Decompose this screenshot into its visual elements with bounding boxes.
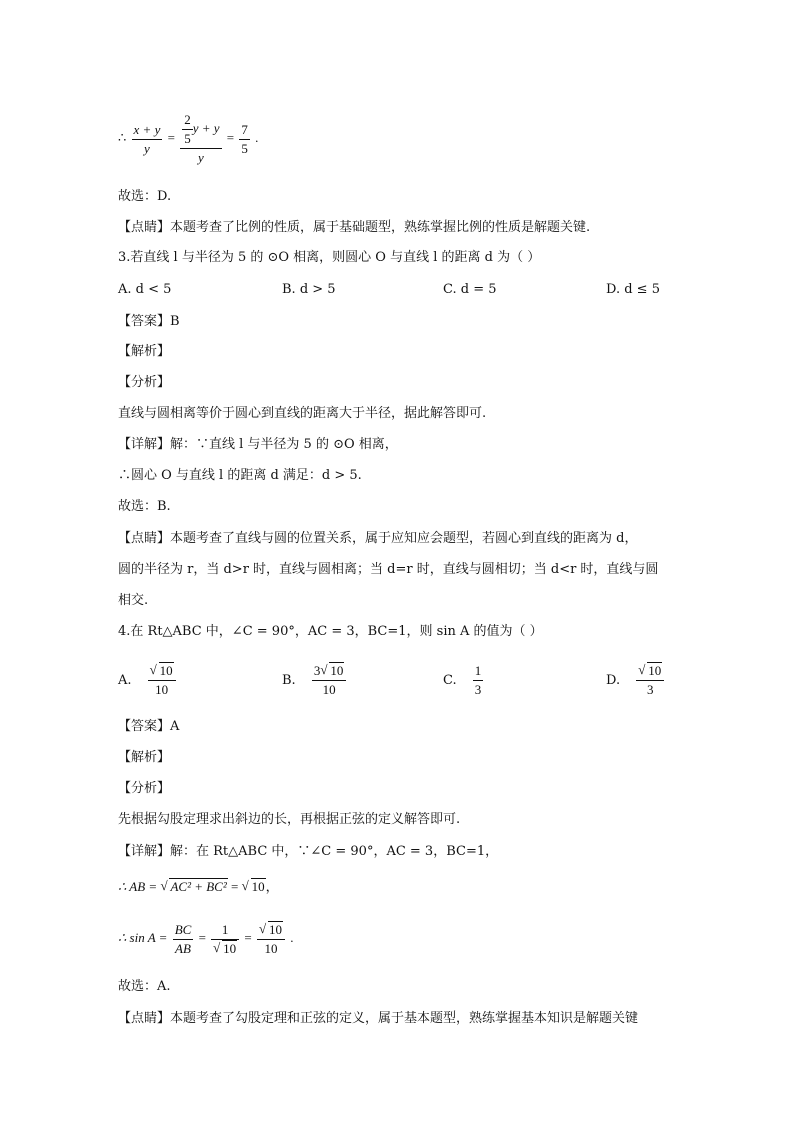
question-4: 4.在 Rt△ABC 中，∠C = 90°，AC = 3，BC=1，则 sin A 的值为（ ） xyxy=(118,624,543,639)
q3-analysis-heading: 【解析】 xyxy=(118,344,171,359)
q3-comment-2: 圆的半径为 r，当 d>r 时，直线与圆相离；当 d=r 时，直线与圆相切；当 d<r 时，直线与圆 xyxy=(118,562,659,577)
q3-fenxi-text: 直线与圆相离等价于圆心到直线的距离大于半径，据此解答即可. xyxy=(118,406,487,421)
comment-q2: 【点睛】本题考查了比例的性质，属于基础题型，熟练掌握比例的性质是解题关键. xyxy=(118,220,591,235)
q4-option-b: B. $\frac{3√ 10}{10}$ xyxy=(282,662,348,699)
q4-fenxi-text: 先根据勾股定理求出斜边的长，再根据正弦的定义解答即可. xyxy=(118,812,461,827)
q4-choose: 故选：A. xyxy=(118,979,171,994)
q3-option-c: C. d = 5 xyxy=(443,282,497,297)
q3-comment-3: 相交. xyxy=(118,593,149,608)
fraction-x-plus-y-over-y: $\frac{x + y}{y}$ xyxy=(133,121,161,156)
q3-answer: 【答案】B xyxy=(118,314,180,329)
q4-sin-equation: ∴ sin A = $\frac{BC}{AB}$ = 1 √ 10 = √ $\frac{10}{10}$ . xyxy=(118,916,294,960)
q3-detail-1: 【详解】解：∵直线 l 与半径为 5 的 ⊙O 相离， xyxy=(118,437,398,452)
question-3: 3.若直线 l 与半径为 5 的 ⊙O 相离，则圆心 O 与直线 l 的距离 d 为（ ） xyxy=(118,250,541,265)
q4-ab-equation: ∴ AB = √ AC² + BC² = √ 10， xyxy=(118,878,279,896)
q4-option-c: C. $\frac{1}{3}$ xyxy=(443,663,482,697)
q3-comment-1: 【点睛】本题考查了直线与圆的位置关系，属于应知应会题型，若圆心到直线的距离为 d， xyxy=(118,531,638,546)
q3-fenxi-heading: 【分析】 xyxy=(118,375,171,390)
q4-analysis-heading: 【解析】 xyxy=(118,750,171,765)
q3-choose: 故选：B. xyxy=(118,499,171,514)
q3-detail-2: ∴圆心 O 与直线 l 的距离 d 满足：d > 5. xyxy=(118,468,362,483)
q4-option-d: D. √ $\frac{10}{3}$ xyxy=(606,662,666,699)
fraction-two-fifths-y-plus-y-over-y: $\frac{2}{5}$ y + y y xyxy=(180,111,221,167)
q3-option-b: B. d > 5 xyxy=(282,282,336,297)
ratio-equation: ∴ $\frac{x + y}{y}$ = $\frac{2}{5}$ y + y y = $\frac{7}{5}$ . xyxy=(118,112,259,166)
q4-fenxi-heading: 【分析】 xyxy=(118,781,171,796)
q3-option-a: A. d < 5 xyxy=(118,282,172,297)
q4-detail-1: 【详解】解：在 Rt△ABC 中，∵∠C = 90°，AC = 3，BC=1， xyxy=(118,844,499,859)
q3-option-d: D. d ≤ 5 xyxy=(606,282,660,297)
q4-comment: 【点睛】本题考查了勾股定理和正弦的定义，属于基本题型，熟练掌握基本知识是解题关键 xyxy=(118,1011,639,1026)
fraction-seven-fifths: $\frac{7}{5}$ xyxy=(241,121,248,156)
answer-line-d: 故选：D. xyxy=(118,189,172,204)
q4-option-a: A. √ $\frac{10}{10}$ xyxy=(118,662,178,699)
q4-answer: 【答案】A xyxy=(118,719,180,734)
